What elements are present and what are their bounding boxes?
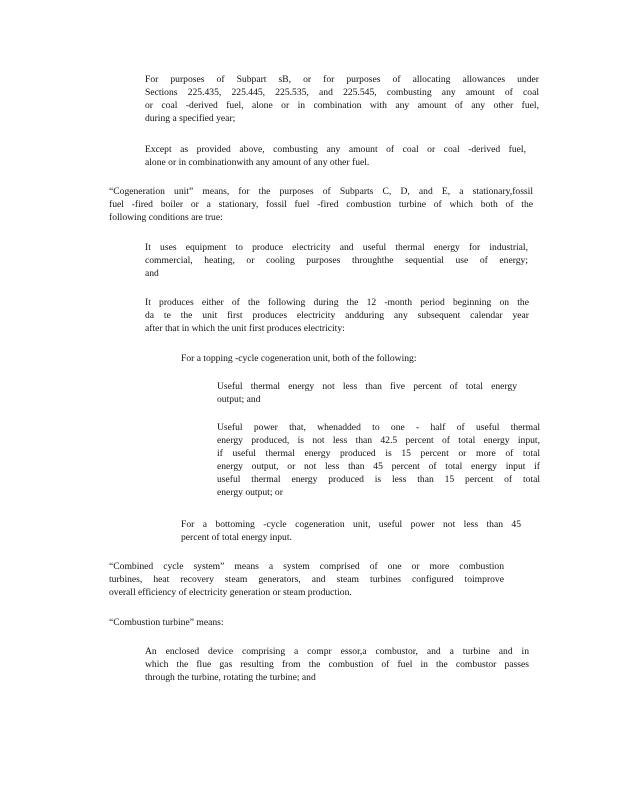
definition-combustion-turbine	[109, 616, 309, 629]
definition-cogeneration-unit	[109, 185, 533, 224]
text-line: da te the unit first produces electricity andduring any subsequent calendar year	[145, 310, 529, 321]
text-line: which the flue gas resulting from the combustion of fuel in the combustor passes	[145, 659, 529, 670]
text-line: commercial, heating, or cooling purposes throughthe sequential use of energy;	[145, 255, 528, 266]
text-line: “Combined cycle system” means a system comprised of one or more combustion	[109, 561, 504, 572]
text-line: overall efficiency of electricity generation or steam production.	[109, 587, 352, 598]
text-line: “Combustion turbine” means:	[109, 617, 224, 628]
text-line: after that in which the unit first produces electricity:	[145, 323, 345, 334]
text-line: “Cogeneration unit” means, for the purposes of Subparts C, D, and E, a stationary,fossil	[109, 186, 533, 197]
text-line: For a topping -cycle cogeneration unit, both of the following:	[181, 353, 417, 364]
text-line: turbines, heat recovery steam generators, and steam turbines configured toimprove	[109, 574, 504, 585]
topping-cycle-useful-thermal	[217, 380, 517, 406]
paragraph-coal-fired-purposes	[145, 73, 539, 125]
text-line: energy output, or not less than 45 percent of total energy input if	[217, 461, 540, 472]
text-line: alone or in combinationwith any amount of any other fuel.	[145, 157, 370, 168]
text-line: Except as provided above, combusting any amount of coal or coal -derived fuel,	[145, 144, 526, 155]
text-line: Useful thermal energy not less than five percent of total energy	[217, 381, 517, 392]
bottoming-cycle	[181, 518, 521, 544]
text-line: following conditions are true:	[109, 212, 223, 223]
text-line: if useful thermal energy produced is 15 percent or more of total	[217, 448, 540, 459]
text-line: An enclosed device comprising a compr essor,a combustor, and a turbine and in	[145, 646, 529, 657]
text-line: useful thermal energy produced is less than 15 percent of total	[217, 474, 540, 485]
condition-produces	[145, 296, 529, 335]
text-line: Useful power that, whenadded to one - half of useful thermal	[217, 422, 540, 433]
combustion-turbine-enclosed-device	[145, 645, 529, 684]
text-line: or coal -derived fuel, alone or in combination with any amount of any other fuel,	[145, 100, 539, 111]
text-line: For purposes of Subpart sB, or for purposes of allocating allowances under	[145, 74, 539, 85]
text-line: Sections 225.435, 225.445, 225.535, and 225.545, combusting any amount of coal	[145, 87, 539, 98]
text-line: percent of total energy input.	[181, 532, 292, 543]
text-line: fuel -fired boiler or a stationary, fossil fuel -fired combustion turbine of which both of the	[109, 199, 533, 210]
text-line: through the turbine, rotating the turbine; and	[145, 672, 316, 683]
text-line: and	[145, 268, 159, 279]
topping-cycle-useful-power	[217, 421, 540, 499]
text-line: energy output; or	[217, 487, 283, 498]
text-line: energy produced, is not less than 42.5 percent of total energy input,	[217, 435, 540, 446]
text-line: For a bottoming -cycle cogeneration unit, useful power not less than 45	[181, 519, 521, 530]
text-line: during a specified year;	[145, 113, 236, 124]
paragraph-coal-fired-except	[145, 143, 526, 169]
topping-cycle-heading	[181, 352, 501, 365]
text-line: output; and	[217, 394, 261, 405]
condition-uses-equipment	[145, 241, 528, 280]
definition-combined-cycle-system	[109, 560, 504, 599]
text-line: It produces either of the following during the 12 -month period beginning on the	[145, 297, 529, 308]
text-line: It uses equipment to produce electricity and useful thermal energy for industrial,	[145, 242, 528, 253]
